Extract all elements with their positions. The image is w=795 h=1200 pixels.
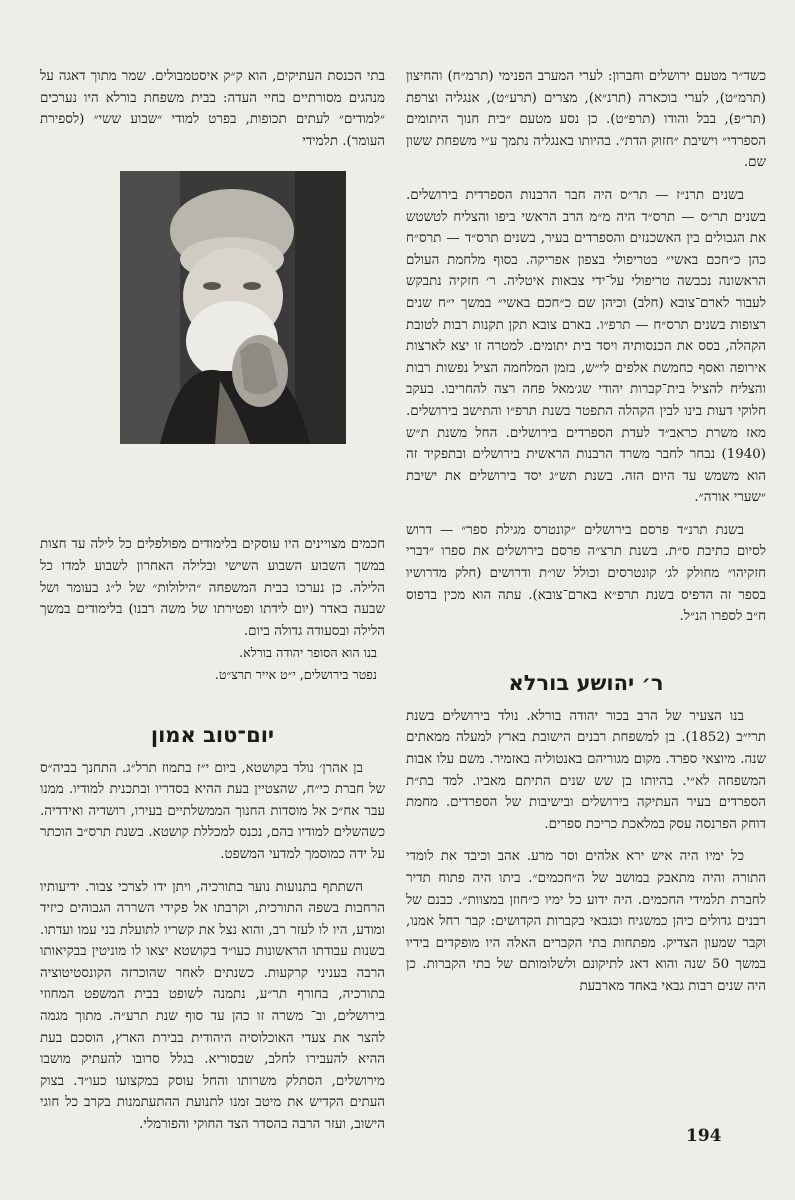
paragraph: בן אהרן׳ נולד בקושטא, ביום י״ז בתמוז תרל״ג. התחנך בביה״ס של חברת כי״ח, שהצטיין בעת ההיא בסדריו ובתכנית למודיו. ממנו עבר אח״כ אל מוסדות החנוך הממשלתיים בעירו, רושדיה ואידדיה. כשהשלים למודיו בהם, נכנס למכללת קושטא. בשנת תרס״ב הוכתר על ידה כמוסמך למדעי המשפט. bbox=[40, 760, 385, 862]
paragraph: כל ימיו היה איש ירא אלהים וסר מרע. אהב וכיבד את לומדי התורה והיה מתאבק במושב של ה״חכמים״. ביתו היה פתוח תדיר לחברת תלמידי החכמים. היה ידוע כל ימיו כ״חוזן במצוות״. כבנם של רבנים גדולים כיהן כמשגיח וכגבאי בקברות הקדושים: קבר רחל אמנו, וקבר שמעון הצדיק. מפתחות בתי הקברים האלה היו מופקדים בידיו במשך 50 שנה והוא דאג לתיקונם ולשלומותם של בתי הקברות. כן היה שנים רבות גבאי באחד מארבעת bbox=[406, 849, 766, 994]
section-heading-yom-tov-amon: יום־טוב אמון bbox=[150, 722, 275, 747]
portrait-photo bbox=[120, 171, 346, 444]
section-heading-yehoshua-burla: ר׳ יהושע בורלא bbox=[508, 670, 664, 695]
right-column bbox=[406, 66, 766, 998]
paragraph: חכמים מצויינים היו עוסקים בלימודים מפולפלים כל לילה עד חצות במשך השבוע השבוע השישי ובלילה האחרון לשבוע למדו כל הלילה. כן נערכו בבית המשפחה ״הילולות״ של ל״ג בעומר ושל שבעה באדר (יום לידתו ופטירתו של משה רבנו) בלימודים במשך הלילה ובסעודה גדולה ביום. bbox=[40, 537, 385, 639]
signature-line: נפטר בירושלים, י״ט אייר תרצ״ט. bbox=[214, 666, 377, 682]
signature-line: בנו הוא הסופר יהודה בורלא. bbox=[239, 645, 377, 661]
paragraph: בנו הצעיר של הרב בכור יהודה בורלא. נולד בירושלים בשנת תרי״ב (1852). בן למשפחת רבנים הישובת בארץ למעלה ממאתים שנה. מיוצאי ספרד. מקום מגוריהם באנטוליה באזמיר. משם עלו אבות המשפחה לא״י. בהיותו בן שש שנים התיתם מאביו. למד בת״ת הספרדים בעיר העתיקה בירושלים ובישיבות של הספרדים. מחמת דוחק הפרנסה עסק במלאכת כריכת ספרים. bbox=[406, 708, 766, 832]
portrait-image bbox=[120, 171, 346, 444]
paragraph: בשנת תרנ״ד פרסם בירושלים ״קונטרס מגילת ספר״ — דרוש לסיום כתיבת ס״ת. בשנת תרצ״ה פרסם בירושלים את ספרו ״דברי חזקיהו״ מחולק לג׳ קונטרסים וכולל שו״ת ודרושים (חלק מדרושיו בספר זה הדפיס בשנת תרפ״א בארם־צובא). עתה הוא מכין בדפוס ח״ב לספרו הנ״ל. bbox=[406, 522, 766, 625]
paragraph: כשד״ר מטעם ירושלים וחברון: לערי המערב הפנימי (תרמ״ח) והחיצון (תרמ״ט), לערי בוכארה (תרנ״א), מצרים (תרע״ט), אנגליה וצרפת (תר״פ), בבל והודו (תרפ״ט). כן נסע מטעם ״בית חנוך היתומים הספרדי״ וישיבת ״חזוק הדת״. בהיותו באנגליה נתמך ע״י משפחת ששון שם. bbox=[406, 69, 766, 171]
page-number: 194 bbox=[686, 1126, 722, 1146]
paragraph: השתתף בתנועות נוער בתורכיה, ויתן ידו לצרכי צבור. ידיעותיו הרחבות בשפה התורכית, וקרבתו אל פקידי השררה הגבוהים כיזיד ומודע, היו לו לעזר רב, והוא נצל את קשריו לתועלת בני עמו ועדתו. בשנות עבודתו הראשונות כעו״ד בקושטא יצאו לו מוניטין בבקיאותו הרבה בעניני קרקעות. כשנתים לאחר שהוכרזה הקונסטיטוציה בתורכיה, בחורף תר״ע, נתמנה לשופט בבית המשפט המחוזי בירושלים, וב־ משרה זו כהן עד סוף שנת תרע״ה. מתוך מגמה להצר את צעדי האוכלוסיה היהודית בבירת הארץ, הוסכם בעת ההיא להעבירו לחלב, שבסוריא. בגלל סרובו להעתיק מושבו מירושלים, הסתלק משרותו והחל עוסק במקצועו כעו״ד. בצוק העתים הקדיש את מיטב זמנו לתנועת ההתעתמנות בקרב כל חוגי הישוב, ועזר הרבה בהסדר הצד החוקי והפורמלי. bbox=[40, 879, 385, 1133]
paragraph: בשנים תרנ״ז — תר״ס היה חבר הרבנות הספרדית בירושלים. בשנים תר״ס — תרס״ד היה מ״מ הרב הראשי ביפו והצליח לטשטש את הגבולים בין האשכנזים והספרדים בעיר, בשנים תרס״ד — תרס״ח כהן כ״חכם באשי״ בטריפולי בצפון אפריקה. בסוף מלחמת העולם הראשונה נכבשה טריפולי על־ידי צבאות איטליה. ר׳ חזקיה נתבקש לעבור לארם־צובא (חלב) וכיהן שם כ״חכם באשי״ במשך י״ח שנים רצופות בשנים תרס״ח — תרפ״ו. בארם צובא תקן תקנות רבות לטובת הקהלה, בסס את הכנסותיה ויסד בית יתומים. למטרה זו יצא לארצות אירופה ואסף כחמשת אלפים לי״ש, בזמן המלחמה הציל נפשות רבות והצליח להציל בית־קברות יהודי שג׳מאל פחה רצה להחריבו. בעקב חלוקי דעות בינו לבין הקהלה התפטר בשנת תרפ״ו והתישב בירושלים. מאז משרת כראב״ד לעדת הספרדים בירושלים. החל משנת ת״ש (1940) נבחר לחבר משרד הרבנות הראשית בירושלים ובתפקיד זה הוא משמש עד היום הזה. בשנת תש״ג יסד בירושלים את ישיבת ״שערי אורה״. bbox=[406, 187, 766, 506]
paragraph: בתי הכנסת העתיקים, הוא ק״ק איסטמבולים. שמר מתוך דאגה על מנהגים מסורתיים בחיי העדה: בבית משפחת בורלא היו נערכים ״למודים״ לעתים תכופות, בפרט למודי ״שבוע ששי״ (לספירת העומר). תלמידי bbox=[40, 69, 385, 149]
